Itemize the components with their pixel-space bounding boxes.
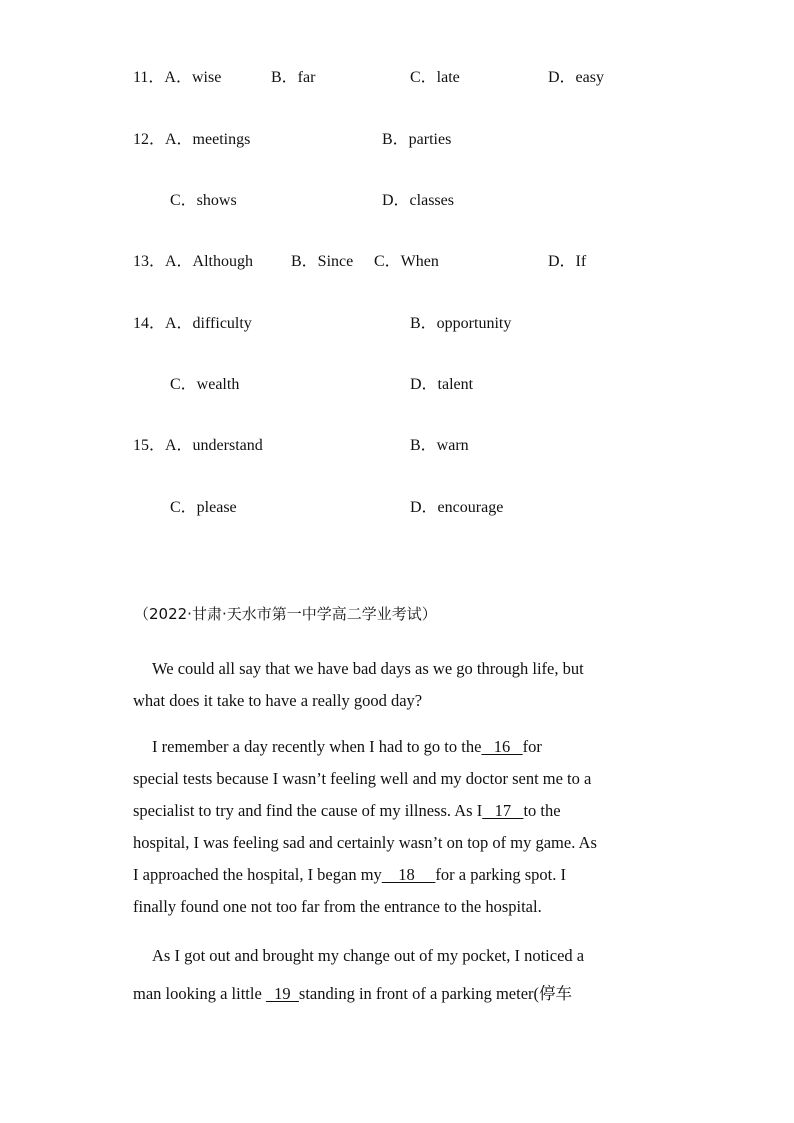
p2-line-3-text-b: to the: [523, 801, 561, 820]
q11-option-d: D．easy: [548, 69, 604, 86]
passage-paragraph-1: [133, 653, 673, 717]
p2-line-3: [133, 795, 673, 827]
blank-17: 17: [482, 801, 524, 820]
p2-line-3-text-a: specialist to try and find the cause of my illness. As I: [133, 801, 483, 820]
p2-line-5: [133, 859, 673, 891]
q14-option-d: D．talent: [410, 376, 474, 393]
q15-option-d: D．encourage: [410, 499, 504, 516]
q12-option-a: 12．A．meetings: [133, 131, 251, 148]
q12-option-b: B．parties: [382, 131, 452, 148]
q13-option-b: B．Since: [291, 253, 354, 270]
q12-option-c: C．shows: [170, 192, 237, 209]
question-12: [133, 129, 653, 151]
question-14-row2: [133, 374, 653, 396]
question-12-row2: [133, 190, 653, 212]
blank-16: 16: [481, 737, 523, 756]
q15-option-c: C．please: [170, 499, 237, 516]
p2-line-1-text-a: I remember a day recently when I had to go to the: [152, 737, 482, 756]
q12-option-d: D．classes: [382, 192, 454, 209]
p3-line-2-text-a: man looking a little: [133, 984, 266, 1003]
question-15: [133, 435, 653, 457]
p2-line-2: special tests because I wasn’t feeling well and my doctor sent me to a: [133, 769, 592, 788]
q11-option-a: 11．A．wise: [133, 69, 222, 86]
passage-paragraph-2: [133, 731, 673, 923]
blank-19: 19: [265, 984, 299, 1003]
p2-line-4: hospital, I was feeling sad and certainly wasn’t on top of my game. As: [133, 833, 597, 852]
p3-line-1: As I got out and brought my change out of my pocket, I noticed a: [152, 946, 585, 965]
p2-line-6: finally found one not too far from the entrance to the hospital.: [133, 897, 542, 916]
q15-option-a: 15．A．understand: [133, 437, 263, 454]
question-11: [133, 67, 653, 89]
question-14: [133, 313, 653, 335]
question-13: [133, 251, 653, 273]
q11-option-b: B．far: [271, 69, 316, 86]
p2-line-1-text-b: for: [522, 737, 542, 756]
p3-line-2: [133, 975, 673, 1013]
p2-line-5-text-a: I approached the hospital, I began my: [133, 865, 382, 884]
q14-option-b: B．opportunity: [410, 315, 512, 332]
passage-paragraph-3: [133, 937, 673, 1013]
source-citation: （2022·甘肃·天水市第一中学高二学业考试）: [134, 605, 437, 623]
q13-option-a: 13．A．Although: [133, 253, 254, 270]
q11-option-c: C．late: [410, 69, 460, 86]
q13-option-c: C．When: [374, 253, 439, 270]
p2-line-5-text-b: for a parking spot. I: [435, 865, 567, 884]
q14-option-a: 14．A．difficulty: [133, 315, 252, 332]
q14-option-c: C．wealth: [170, 376, 240, 393]
question-15-row2: [133, 497, 653, 519]
p1-line-1: We could all say that we have bad days as we go through life, but: [152, 659, 584, 678]
blank-18: 18: [381, 865, 436, 884]
q13-option-d: D．If: [548, 253, 587, 270]
q15-option-b: B．warn: [410, 437, 469, 454]
p1-line-2: what does it take to have a really good day?: [133, 691, 423, 710]
p3-line-2-text-b: standing in front of a parking meter(停车: [298, 984, 573, 1003]
p2-line-1: [133, 731, 673, 763]
